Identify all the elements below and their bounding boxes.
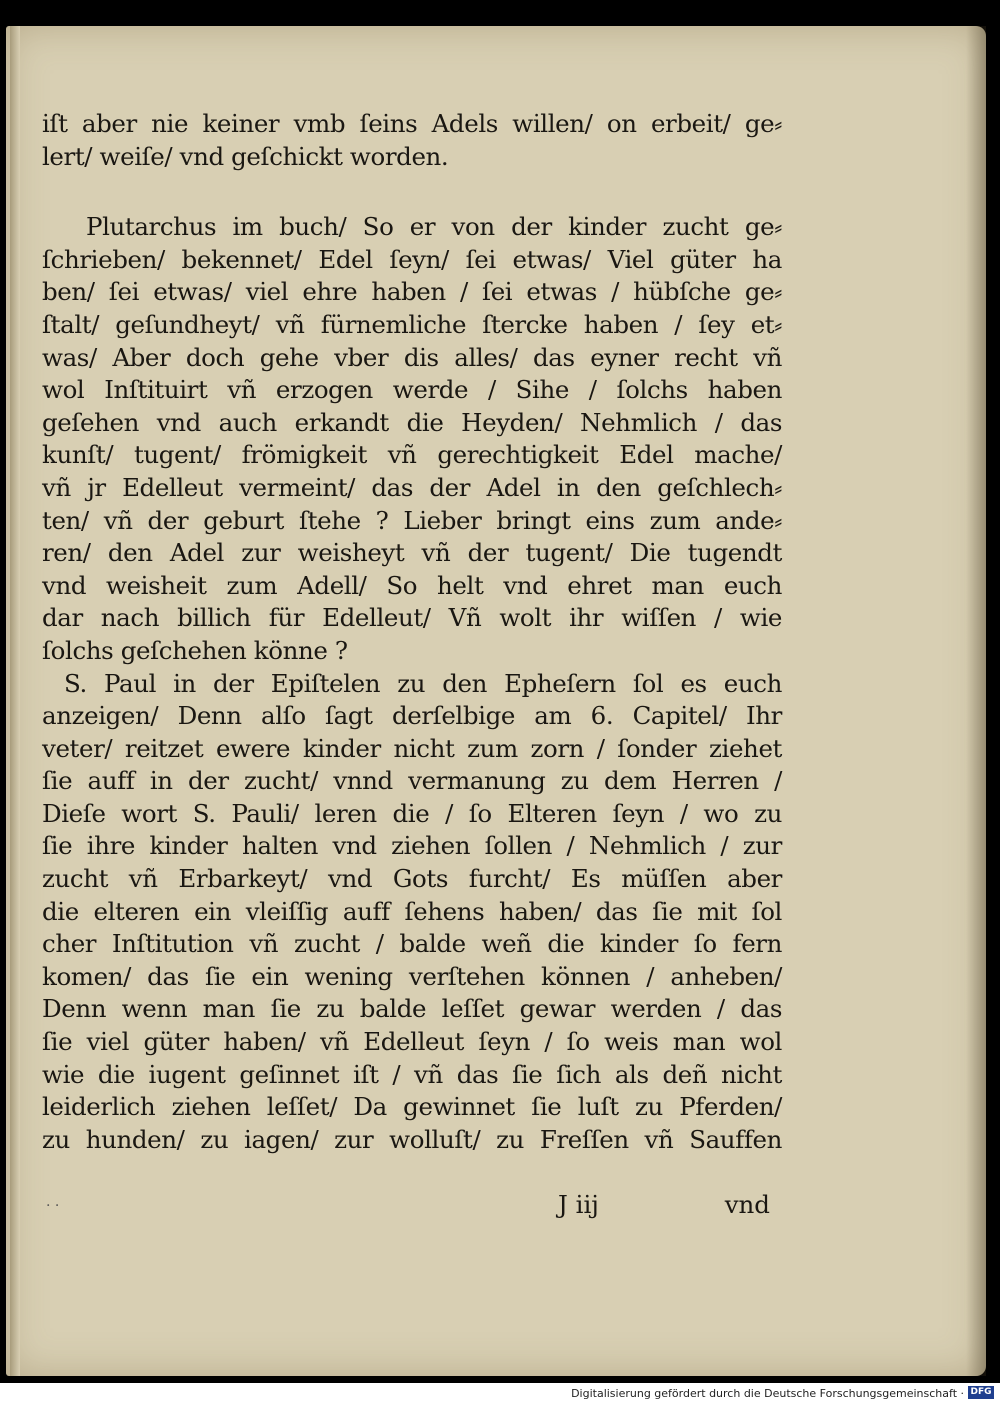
text-line: ſie viel güter haben/ vñ Edelleut ſeyn / ſo weis man wol bbox=[42, 1027, 782, 1057]
text-line: was/ Aber doch gehe vber dis alles/ das eyner recht vñ bbox=[42, 342, 782, 372]
text-line: komen/ das ſie ein wening verſtehen können / anheben/ bbox=[42, 961, 782, 991]
paragraph-1 bbox=[42, 108, 782, 173]
text-line: iſt aber nie keiner vmb ſeins Adels willen/ on erbeit/ ge⸗ bbox=[42, 109, 782, 138]
text-line: cher Inſtitution vñ zucht / balde weñ die kinder ſo fern bbox=[42, 929, 782, 959]
stray-marks: . . bbox=[46, 1194, 60, 1210]
catchword: vnd bbox=[724, 1190, 770, 1219]
text-line: leiderlich ziehen leſſet/ Da gewinnet ſie luſt zu Pferden/ bbox=[42, 1092, 782, 1122]
text-line: ren/ den Adel zur weisheyt vñ der tugent/ Die tugendt bbox=[42, 538, 782, 568]
text-line: kunſt/ tugent/ frömigkeit vñ gerechtigkeit Edel mache/ bbox=[42, 440, 782, 470]
page-text bbox=[42, 108, 782, 1156]
text-line: ſie auff in der zucht/ vnnd vermanung zu dem Herren / bbox=[42, 766, 782, 796]
text-line: ſie ihre kinder halten vnd ziehen ſollen / Nehmlich / zur bbox=[42, 831, 782, 861]
text-line: ſtalt/ geſundheyt/ vñ fürnemliche ſtercke haben / ſey et⸗ bbox=[42, 309, 782, 339]
text-line: lert/ weiſe/ vnd geſchickt worden. bbox=[42, 141, 449, 171]
text-line: wol Inſtituirt vñ erzogen werde / Sihe / ſolchs haben bbox=[42, 375, 782, 405]
page-right-shadow bbox=[966, 26, 986, 1376]
paragraph-2 bbox=[42, 211, 782, 667]
text-line: vnd weisheit zum Adell/ So helt vnd ehret man euch bbox=[42, 570, 782, 600]
text-line: Plutarchus im buch/ So er von der kinder zucht ge⸗ bbox=[86, 212, 782, 242]
text-line: ſolchs geſchehen könne ? bbox=[42, 635, 348, 665]
text-line: Dieſe wort S. Pauli/ leren die / ſo Elteren ſeyn / wo zu bbox=[42, 798, 782, 828]
text-line: zucht vñ Erbarkeyt/ vnd Gots furcht/ Es müſſen aber bbox=[42, 864, 782, 894]
text-line: ben/ ſei etwas/ viel ehre haben / ſei etwas / hübſche ge⸗ bbox=[42, 277, 782, 307]
text-line: dar nach billich für Edelleut/ Vñ wolt ihr wiſſen / wie bbox=[42, 603, 782, 633]
text-line: vñ jr Edelleut vermeint/ das der Adel in den geſchlech⸗ bbox=[42, 472, 782, 502]
text-line: zu hunden/ zu iagen/ zur wolluſt/ zu Freſſen vñ Sauffen bbox=[42, 1124, 782, 1154]
page-footer bbox=[42, 1190, 770, 1224]
page-gutter-edge bbox=[10, 26, 20, 1376]
text-line: wie die iugent geſinnet iſt / vñ das ſie ſich als deñ nicht bbox=[42, 1059, 782, 1089]
text-line: anzeigen/ Denn alſo ſagt derſelbige am 6. Capitel/ Ihr bbox=[42, 701, 782, 731]
text-line: Denn wenn man ſie zu balde leſſet gewar werden / das bbox=[42, 994, 782, 1024]
text-line: ten/ vñ der geburt ſtehe ? Lieber bringt eins zum ande⸗ bbox=[42, 505, 782, 535]
text-line: geſehen vnd auch erkandt die Heyden/ Nehmlich / das bbox=[42, 407, 782, 437]
text-line: veter/ reitzet ewere kinder nicht zum zorn / ſonder ziehet bbox=[42, 733, 782, 763]
funding-credit: Digitalisierung gefördert durch die Deutsche Forschungsgemeinschaft · bbox=[571, 1387, 964, 1400]
paragraph-gap bbox=[42, 173, 782, 211]
dfg-logo: DFG bbox=[968, 1386, 994, 1399]
text-line: ſchrieben/ bekennet/ Edel ſeyn/ ſei etwas/ Viel güter ha bbox=[42, 244, 782, 274]
signature-mark: J iij bbox=[558, 1190, 599, 1219]
paragraph-3 bbox=[42, 668, 782, 1157]
text-line: S. Paul in der Epiſtelen zu den Epheſern ſol es euch bbox=[64, 668, 782, 698]
text-line: die elteren ein vleiſſig auff ſehens haben/ das ſie mit ſol bbox=[42, 896, 782, 926]
